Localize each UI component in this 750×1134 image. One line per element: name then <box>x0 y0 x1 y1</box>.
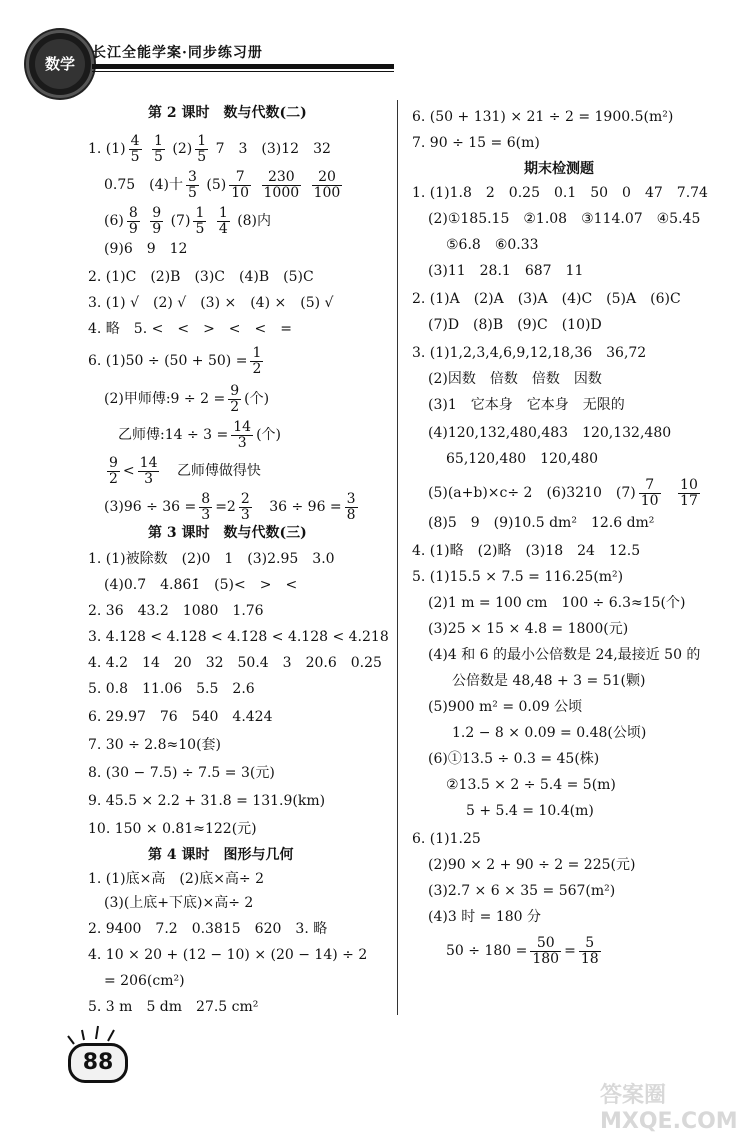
l2-q1-row1 <box>88 134 331 164</box>
fraction <box>138 456 160 486</box>
l2-q2: 2. (1)C (2)B (3)C (4)B (5)C <box>88 269 314 285</box>
text: 乙师傅做得快 <box>176 463 261 480</box>
fraction <box>107 456 120 486</box>
denominator: 10 <box>231 184 250 201</box>
math-badge-icon <box>26 30 94 98</box>
l4-q4-b: = 206(cm²) <box>104 973 185 989</box>
text: (8)内 <box>237 213 272 230</box>
text: =2 <box>215 499 236 516</box>
fraction <box>127 206 140 236</box>
f-q2-a: 2. (1)A (2)A (3)A (4)C (5)A (6)C <box>412 291 681 307</box>
fraction <box>345 492 358 522</box>
fraction <box>231 420 253 450</box>
f-q5-i: ②13.5 × 2 ÷ 5.4 = 5(m) <box>446 777 616 793</box>
l2-q6-a <box>88 346 266 376</box>
l2-q1-row3 <box>104 206 271 236</box>
numerator: 1 <box>197 133 207 149</box>
fraction <box>195 134 208 164</box>
numerator: 20 <box>312 170 343 186</box>
numerator: 3 <box>346 491 356 507</box>
fraction <box>312 170 343 200</box>
badge-label: 数学 <box>35 39 85 89</box>
numerator: 50 <box>530 936 561 952</box>
l4-q1-a: 1. (1)底×高 (2)底×高÷ 2 <box>88 871 265 887</box>
denominator: 3 <box>237 434 247 451</box>
final-exam-title: 期末检测题 <box>524 161 594 177</box>
l3-q8: 8. (30 − 7.5) ÷ 7.5 = 3(元) <box>88 765 275 781</box>
text: 1. (1) <box>88 141 126 158</box>
fraction <box>186 170 199 200</box>
f-q3-c: (3)1 它本身 它本身 无限的 <box>428 397 625 413</box>
f-q5-g: 1.2 − 8 × 0.09 = 0.48(公顷) <box>452 725 647 741</box>
denominator: 3 <box>144 470 154 487</box>
text: 36 ÷ 96 = <box>269 499 342 516</box>
l2-q3: 3. (1) √ (2) √ (3) × (4) × (5) √ <box>88 295 334 311</box>
f-q6-a: 6. (1)1.25 <box>412 831 481 847</box>
fraction <box>639 478 661 508</box>
l3-q3: 3. 4.128 < 4.12̇8̇ < 4.1̇28̇ < 4.128̇ < 4.218 <box>88 629 389 645</box>
text: (3)96 ÷ 36 = <box>104 499 197 516</box>
f-q5-f: (5)900 m² = 0.09 公顷 <box>428 699 583 715</box>
numerator: 7 <box>639 478 661 494</box>
fraction <box>193 206 206 236</box>
numerator: 14 <box>139 455 158 471</box>
l3-q5: 5. 0.8 11.06 5.5̇ 2.6 <box>88 681 255 697</box>
l4-q5: 5. 3 m 5 dm 27.5 cm² <box>88 999 259 1015</box>
l2-q1-row2 <box>104 170 345 200</box>
numerator: 14 <box>233 419 252 435</box>
fraction <box>239 492 252 522</box>
l2-q6-e <box>104 492 361 522</box>
denominator: 1000 <box>263 184 300 201</box>
l3-q7: 7. 30 ÷ 2.8≈10(套) <box>88 737 221 753</box>
denominator: 3 <box>240 506 250 523</box>
lesson3-title: 第 3 课时 数与代数(三) <box>148 525 307 541</box>
text: 7 3 (3)12 32 <box>215 141 331 158</box>
fraction <box>530 936 561 966</box>
text: (2) <box>172 141 193 158</box>
fraction <box>229 170 251 200</box>
numerator: 9 <box>230 383 240 399</box>
numerator: 9 <box>109 455 118 471</box>
numerator: 2 <box>240 491 250 507</box>
numerator: 9 <box>152 205 162 221</box>
f-q3-e: 65,120,480 120,480 <box>446 451 599 467</box>
denominator: 9 <box>152 220 162 237</box>
fraction <box>199 492 212 522</box>
fraction <box>150 206 163 236</box>
l3-q9: 9. 45.5 × 2.2 + 31.8 = 131.9(km) <box>88 793 326 809</box>
fraction <box>228 384 241 414</box>
l3-q4: 4. 4.2 14 20 32 50.4 3 20.6 0.25 <box>88 655 382 671</box>
denominator: 17 <box>680 492 698 509</box>
numerator: 1 <box>154 133 163 149</box>
text: (6) <box>104 213 124 230</box>
text: = <box>564 943 576 960</box>
fraction <box>217 206 230 236</box>
numerator: 1 <box>218 205 228 221</box>
r-q6: 6. (50 + 131) × 21 ÷ 2 = 1900.5(m²) <box>412 109 674 125</box>
denominator: 5 <box>154 148 163 165</box>
f-q5-h: (6)①13.5 ÷ 0.3 = 45(株) <box>428 751 600 767</box>
f-q3-a: 3. (1)1,2,3,4,6,9,12,18,36 36,72 <box>412 345 647 361</box>
f-q1-c: ⑤6.8 ⑥0.33 <box>446 237 539 253</box>
r-q7: 7. 90 ÷ 15 = 6(m) <box>412 135 540 151</box>
column-divider <box>397 100 398 1015</box>
f-q2-b: (7)D (8)B (9)C (10)D <box>428 317 602 333</box>
l4-q1-b: (3)(上底+下底)×高÷ 2 <box>104 895 254 911</box>
f-q1-a: 1. (1)1.8 2 0.25 0.1 50 0 47 7.74 <box>412 185 708 201</box>
denominator: 18 <box>580 950 599 967</box>
l2-q6-b <box>104 384 269 414</box>
f-q6-e <box>446 936 604 966</box>
denominator: 5 <box>197 148 207 165</box>
lesson4-title: 第 4 课时 图形与几何 <box>148 847 294 863</box>
numerator: 7 <box>229 170 251 186</box>
f-q6-c: (3)2.7 × 6 × 35 = 567(m²) <box>428 883 616 899</box>
l3-q2: 2. 36 43.2 1080 1.76 <box>88 603 264 619</box>
l4-q2: 2. 9400 7.2 0.3815 620 3. 略 <box>88 921 328 937</box>
l3-q1-b: (4)0.7̇ 4.86̇1̇ (5)< > < <box>104 577 298 593</box>
l2-q6-d <box>104 456 261 486</box>
l2-q1-row4: (9)6 9 12 <box>104 241 188 257</box>
f-q1-d: (3)11 28.1 687 11 <box>428 263 584 279</box>
fraction <box>250 346 263 376</box>
l2-q6-c <box>118 420 281 450</box>
f-q5-b: (2)1 m = 100 cm 100 ÷ 6.3≈15(个) <box>428 595 686 611</box>
denominator: 4 <box>218 220 228 237</box>
l3-q10: 10. 150 × 0.81≈122(元) <box>88 821 257 837</box>
denominator: 2 <box>252 360 262 377</box>
denominator: 8 <box>346 506 356 523</box>
f-q4: 4. (1)略 (2)略 (3)18 24 12.5 <box>412 543 641 559</box>
header-rule <box>92 64 394 69</box>
denominator: 5 <box>130 148 140 165</box>
page-number: 88 <box>68 1043 128 1083</box>
numerator: 1 <box>252 345 262 361</box>
f-q3-d: (4)120,132,480,483 120,132,480 <box>428 425 672 441</box>
fraction <box>262 170 302 200</box>
denominator: 5 <box>195 220 205 237</box>
numerator: 4 <box>130 133 140 149</box>
header-rule-thin <box>92 71 394 72</box>
numerator: 8 <box>128 205 138 221</box>
text: 乙师傅:14 ÷ 3 = <box>118 427 229 444</box>
text: (5)(a+b)×c÷ 2 (6)3210 (7) <box>428 485 636 502</box>
numerator: 8 <box>201 491 211 507</box>
numerator: 3 <box>188 169 197 185</box>
fraction <box>579 936 601 966</box>
numerator: 5 <box>579 936 601 952</box>
denominator: 10 <box>640 492 659 509</box>
denominator: 3 <box>201 506 211 523</box>
f-q6-b: (2)90 × 2 + 90 ÷ 2 = 225(元) <box>428 857 636 873</box>
text: 6. (1)50 ÷ (50 + 50) = <box>88 353 248 370</box>
denominator: 2 <box>109 470 118 487</box>
f-q5-a: 5. (1)15.5 × 7.5 = 116.25(m²) <box>412 569 624 585</box>
numerator: 230 <box>262 170 302 186</box>
fraction <box>129 134 142 164</box>
f-q3-b: (2)因数 倍数 倍数 因数 <box>428 371 602 387</box>
text: (7) <box>170 213 191 230</box>
f-q5-j: 5 + 5.4 = 10.4(m) <box>466 803 594 819</box>
l2-q4: 4. 略 5. < < > < < = <box>88 321 292 337</box>
l3-q1-a: 1. (1)被除数 (2)0 1 (3)2.95 3.0 <box>88 551 335 567</box>
denominator: 5 <box>188 184 197 201</box>
text: 50 ÷ 180 = <box>446 943 528 960</box>
f-q3-f <box>428 478 703 508</box>
text: (2)甲师傅:9 ÷ 2 = <box>104 391 226 408</box>
text: 0.75 (4)十 <box>104 177 184 194</box>
f-q5-c: (3)25 × 15 × 4.8 = 1800(元) <box>428 621 629 637</box>
text: (个) <box>244 391 270 408</box>
denominator: 9 <box>128 220 138 237</box>
fraction <box>152 134 165 164</box>
f-q5-d: (4)4 和 6 的最小公倍数是 24,最接近 50 的 <box>428 647 701 663</box>
f-q3-g: (8)5 9 (9)10.5 dm² 12.6 dm² <box>428 515 655 531</box>
f-q5-e: 公倍数是 48,48 + 3 = 51(颗) <box>452 673 646 689</box>
book-title: 长江全能学案·同步练习册 <box>92 45 263 61</box>
lesson2-title: 第 2 课时 数与代数(二) <box>148 105 307 121</box>
denominator: 180 <box>532 950 560 967</box>
watermark: 答案圈 MXQE.COM <box>600 1083 738 1134</box>
numerator: 10 <box>680 477 698 493</box>
denominator: 100 <box>313 184 341 201</box>
l3-q6: 6. 29.97 76 540 4.424 <box>88 709 273 725</box>
numerator: 1 <box>195 205 205 221</box>
f-q1-b: (2)①185.15 ②1.08 ③114.07 ④5.4̇5̇ <box>428 211 701 227</box>
text: (个) <box>256 427 282 444</box>
denominator: 2 <box>230 398 240 415</box>
text: (5) <box>206 177 227 194</box>
l4-q4-a: 4. 10 × 20 + (12 − 10) × (20 − 14) ÷ 2 <box>88 947 368 963</box>
fraction <box>678 478 700 508</box>
text: < <box>122 463 135 480</box>
f-q6-d: (4)3 时 = 180 分 <box>428 909 541 925</box>
